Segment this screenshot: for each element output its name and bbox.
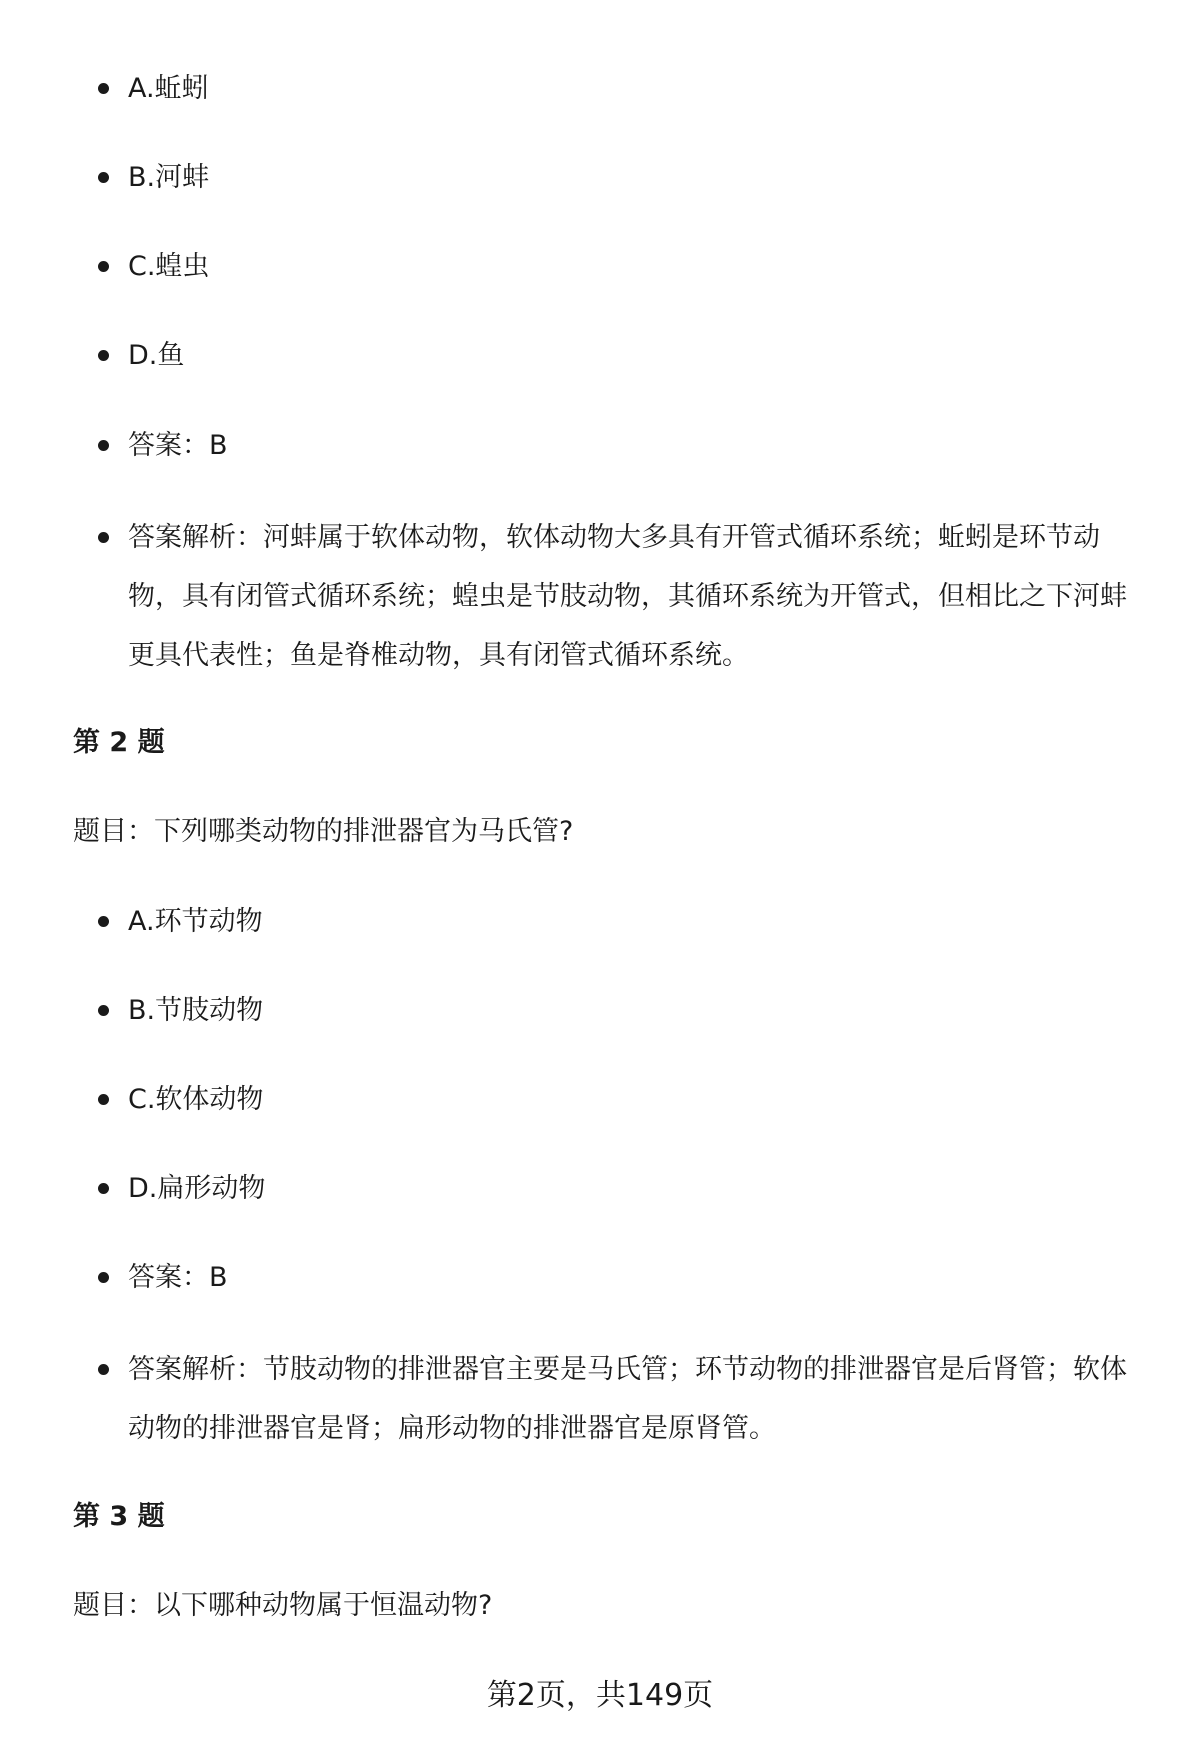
q1-option-d: D.鱼: [128, 326, 1148, 385]
q1-answer: 答案：B: [128, 416, 1148, 475]
q3-question: 题目：以下哪种动物属于恒温动物?: [73, 1590, 493, 1621]
q1-option-a: A.蚯蚓: [128, 59, 1148, 118]
q2-option-c: C.软体动物: [128, 1070, 1148, 1129]
q2-answer: 答案：B: [128, 1248, 1148, 1307]
q2-option-b: B.节肢动物: [128, 981, 1148, 1040]
q2-option-d: D.扁形动物: [128, 1159, 1148, 1218]
q2-question: 题目：下列哪类动物的排泄器官为马氏管?: [73, 816, 574, 847]
q1-explanation: 答案解析：河蚌属于软体动物，软体动物大多具有开管式循环系统；蚯蚓是环节动物，具有闭管式循环系统；蝗虫是节肢动物，其循环系统为开管式，但相比之下河蚌更具代表性；鱼是脊椎动物，具有闭管式循环系统。: [128, 508, 1148, 685]
q2-explanation: 答案解析：节肢动物的排泄器官主要是马氏管；环节动物的排泄器官是后肾管；软体动物的排泄器官是肾；扁形动物的排泄器官是原肾管。: [128, 1340, 1148, 1458]
page-number: 第2页，共149页: [486, 1678, 714, 1713]
q2-option-a: A.环节动物: [128, 892, 1148, 951]
q1-option-b: B.河蚌: [128, 148, 1148, 207]
q2-heading: 第 2 题: [73, 727, 165, 758]
q3-heading: 第 3 题: [73, 1501, 165, 1532]
q1-option-c: C.蝗虫: [128, 237, 1148, 296]
